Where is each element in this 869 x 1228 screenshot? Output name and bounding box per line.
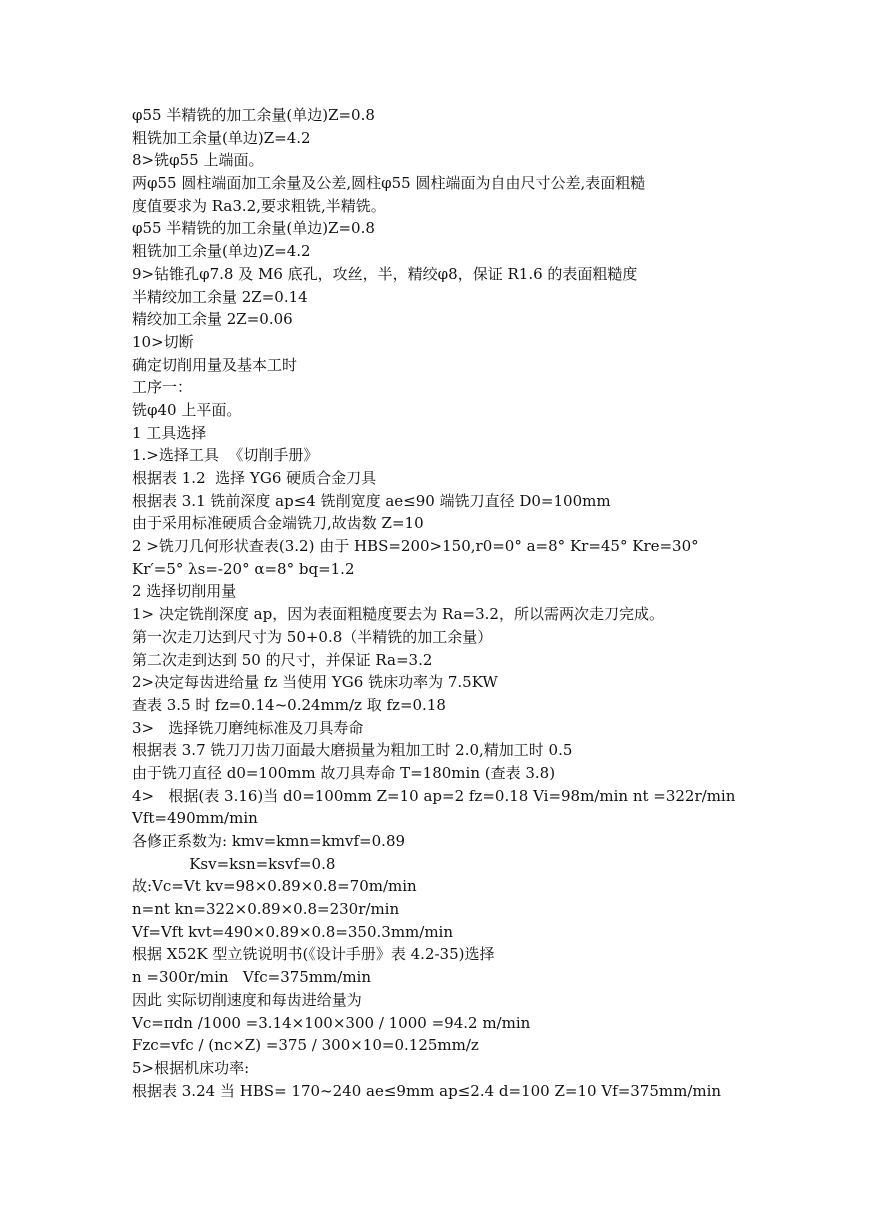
text-line: Vft=490mm/min xyxy=(132,809,258,828)
text-line: 根据表 3.7 铣刀刀齿刀面最大磨损量为粗加工时 2.0,精加工时 0.5 xyxy=(132,741,573,760)
text-line: 度值要求为 Ra3.2,要求粗铣,半精铣。 xyxy=(132,196,386,215)
text-line: 两φ55 圆柱端面加工余量及公差,圆柱φ55 圆柱端面为自由尺寸公差,表面粗糙 xyxy=(132,174,646,193)
text-line: 2 选择切削用量 xyxy=(132,582,237,601)
text-line: Vc=πdn /1000 =3.14×100×300 / 1000 =94.2 m/min xyxy=(132,1013,531,1032)
text-line: 1> 决定铣削深度 ap，因为表面粗糙度要去为 Ra=3.2，所以需两次走刀完成。 xyxy=(132,605,664,624)
text-line: 粗铣加工余量(单边)Z=4.2 xyxy=(132,242,311,261)
text-line: 根据表 3.1 铣前深度 ap≤4 铣削宽度 ae≤90 端铣刀直径 D0=100mm xyxy=(132,491,611,510)
text-line: 铣φ40 上平面。 xyxy=(132,400,242,419)
text-line: 8>铣φ55 上端面。 xyxy=(132,151,264,170)
text-line: 1 工具选择 xyxy=(132,423,207,442)
text-line: 粗铣加工余量(单边)Z=4.2 xyxy=(132,128,311,147)
text-line: 10>切断 xyxy=(132,332,194,351)
text-line: 根据表 3.24 当 HBS= 170~240 ae≤9mm ap≤2.4 d=100 Z=10 Vf=375mm/min xyxy=(132,1081,722,1100)
text-line: 2>决定每齿进给量 fz 当使用 YG6 铣床功率为 7.5KW xyxy=(132,673,498,692)
text-line: n =300r/min Vfc=375mm/min xyxy=(132,968,372,987)
text-line: 1.>选择工具 《切削手册》 xyxy=(132,446,319,465)
text-line: 因此 实际切削速度和每齿进给量为 xyxy=(132,990,362,1009)
text-line: 精绞加工余量 2Z=0.06 xyxy=(132,310,293,329)
text-line: 故:Vc=Vt kv=98×0.89×0.8=70m/min xyxy=(132,877,417,896)
text-line: 2 >铣刀几何形状查表(3.2) 由于 HBS=200>150,r0=0° a=8° Kr=45° Kre=30° xyxy=(132,537,699,556)
text-line: 第二次走到达到 50 的尺寸，并保证 Ra=3.2 xyxy=(132,650,433,669)
document-body xyxy=(132,104,852,1102)
text-line: 工序一： xyxy=(132,378,193,397)
text-line: 5>根据机床功率: xyxy=(132,1058,250,1077)
text-line: φ55 半精铣的加工余量(单边)Z=0.8 xyxy=(132,219,375,238)
text-line: 各修正系数为: kmv=kmn=kmvf=0.89 xyxy=(132,832,406,850)
text-line: 根据表 1.2 选择 YG6 硬质合金刀具 xyxy=(132,469,377,487)
text-line: φ55 半精铣的加工余量(单边)Z=0.8 xyxy=(132,106,375,124)
section-heading: 确定切削用量及基本工时 xyxy=(132,355,298,374)
text-line: 由于铣刀直径 d0=100mm 故刀具寿命 T=180min (查表 3.8) xyxy=(132,763,556,782)
text-line: Kr′=5° λs=-20° α=8° bq=1.2 xyxy=(132,559,355,578)
text-line: 由于采用标准硬质合金端铣刀,故齿数 Z=10 xyxy=(132,514,424,533)
text-line: 半精绞加工余量 2Z=0.14 xyxy=(132,287,308,306)
text-line: Vf=Vft kvt=490×0.89×0.8=350.3mm/min xyxy=(132,922,454,941)
text-line: 3> 选择铣刀磨纯标准及刀具寿命 xyxy=(132,718,364,737)
text-line: 9>钻锥孔φ7.8 及 M6 底孔，攻丝，半，精绞φ8，保证 R1.6 的表面粗糙度 xyxy=(132,264,638,283)
text-line: 4> 根据(表 3.16)当 d0=100mm Z=10 ap=2 fz=0.18 Vi=98m/min nt =322r/min xyxy=(132,786,736,805)
text-line: 根据 X52K 型立铣说明书(《设计手册》表 4.2-35)选择 xyxy=(132,945,495,964)
text-line: 第一次走刀达到尺寸为 50+0.8（半精铣的加工余量） xyxy=(132,627,493,646)
text-line: Fzc=vfc / (nc×Z) =375 / 300×10=0.125mm/z xyxy=(132,1036,479,1055)
text-line: 查表 3.5 时 fz=0.14~0.24mm/z 取 fz=0.18 xyxy=(132,695,446,714)
text-line: n=nt kn=322×0.89×0.8=230r/min xyxy=(132,900,400,919)
text-line: Ksv=ksn=ksvf=0.8 xyxy=(132,854,336,873)
